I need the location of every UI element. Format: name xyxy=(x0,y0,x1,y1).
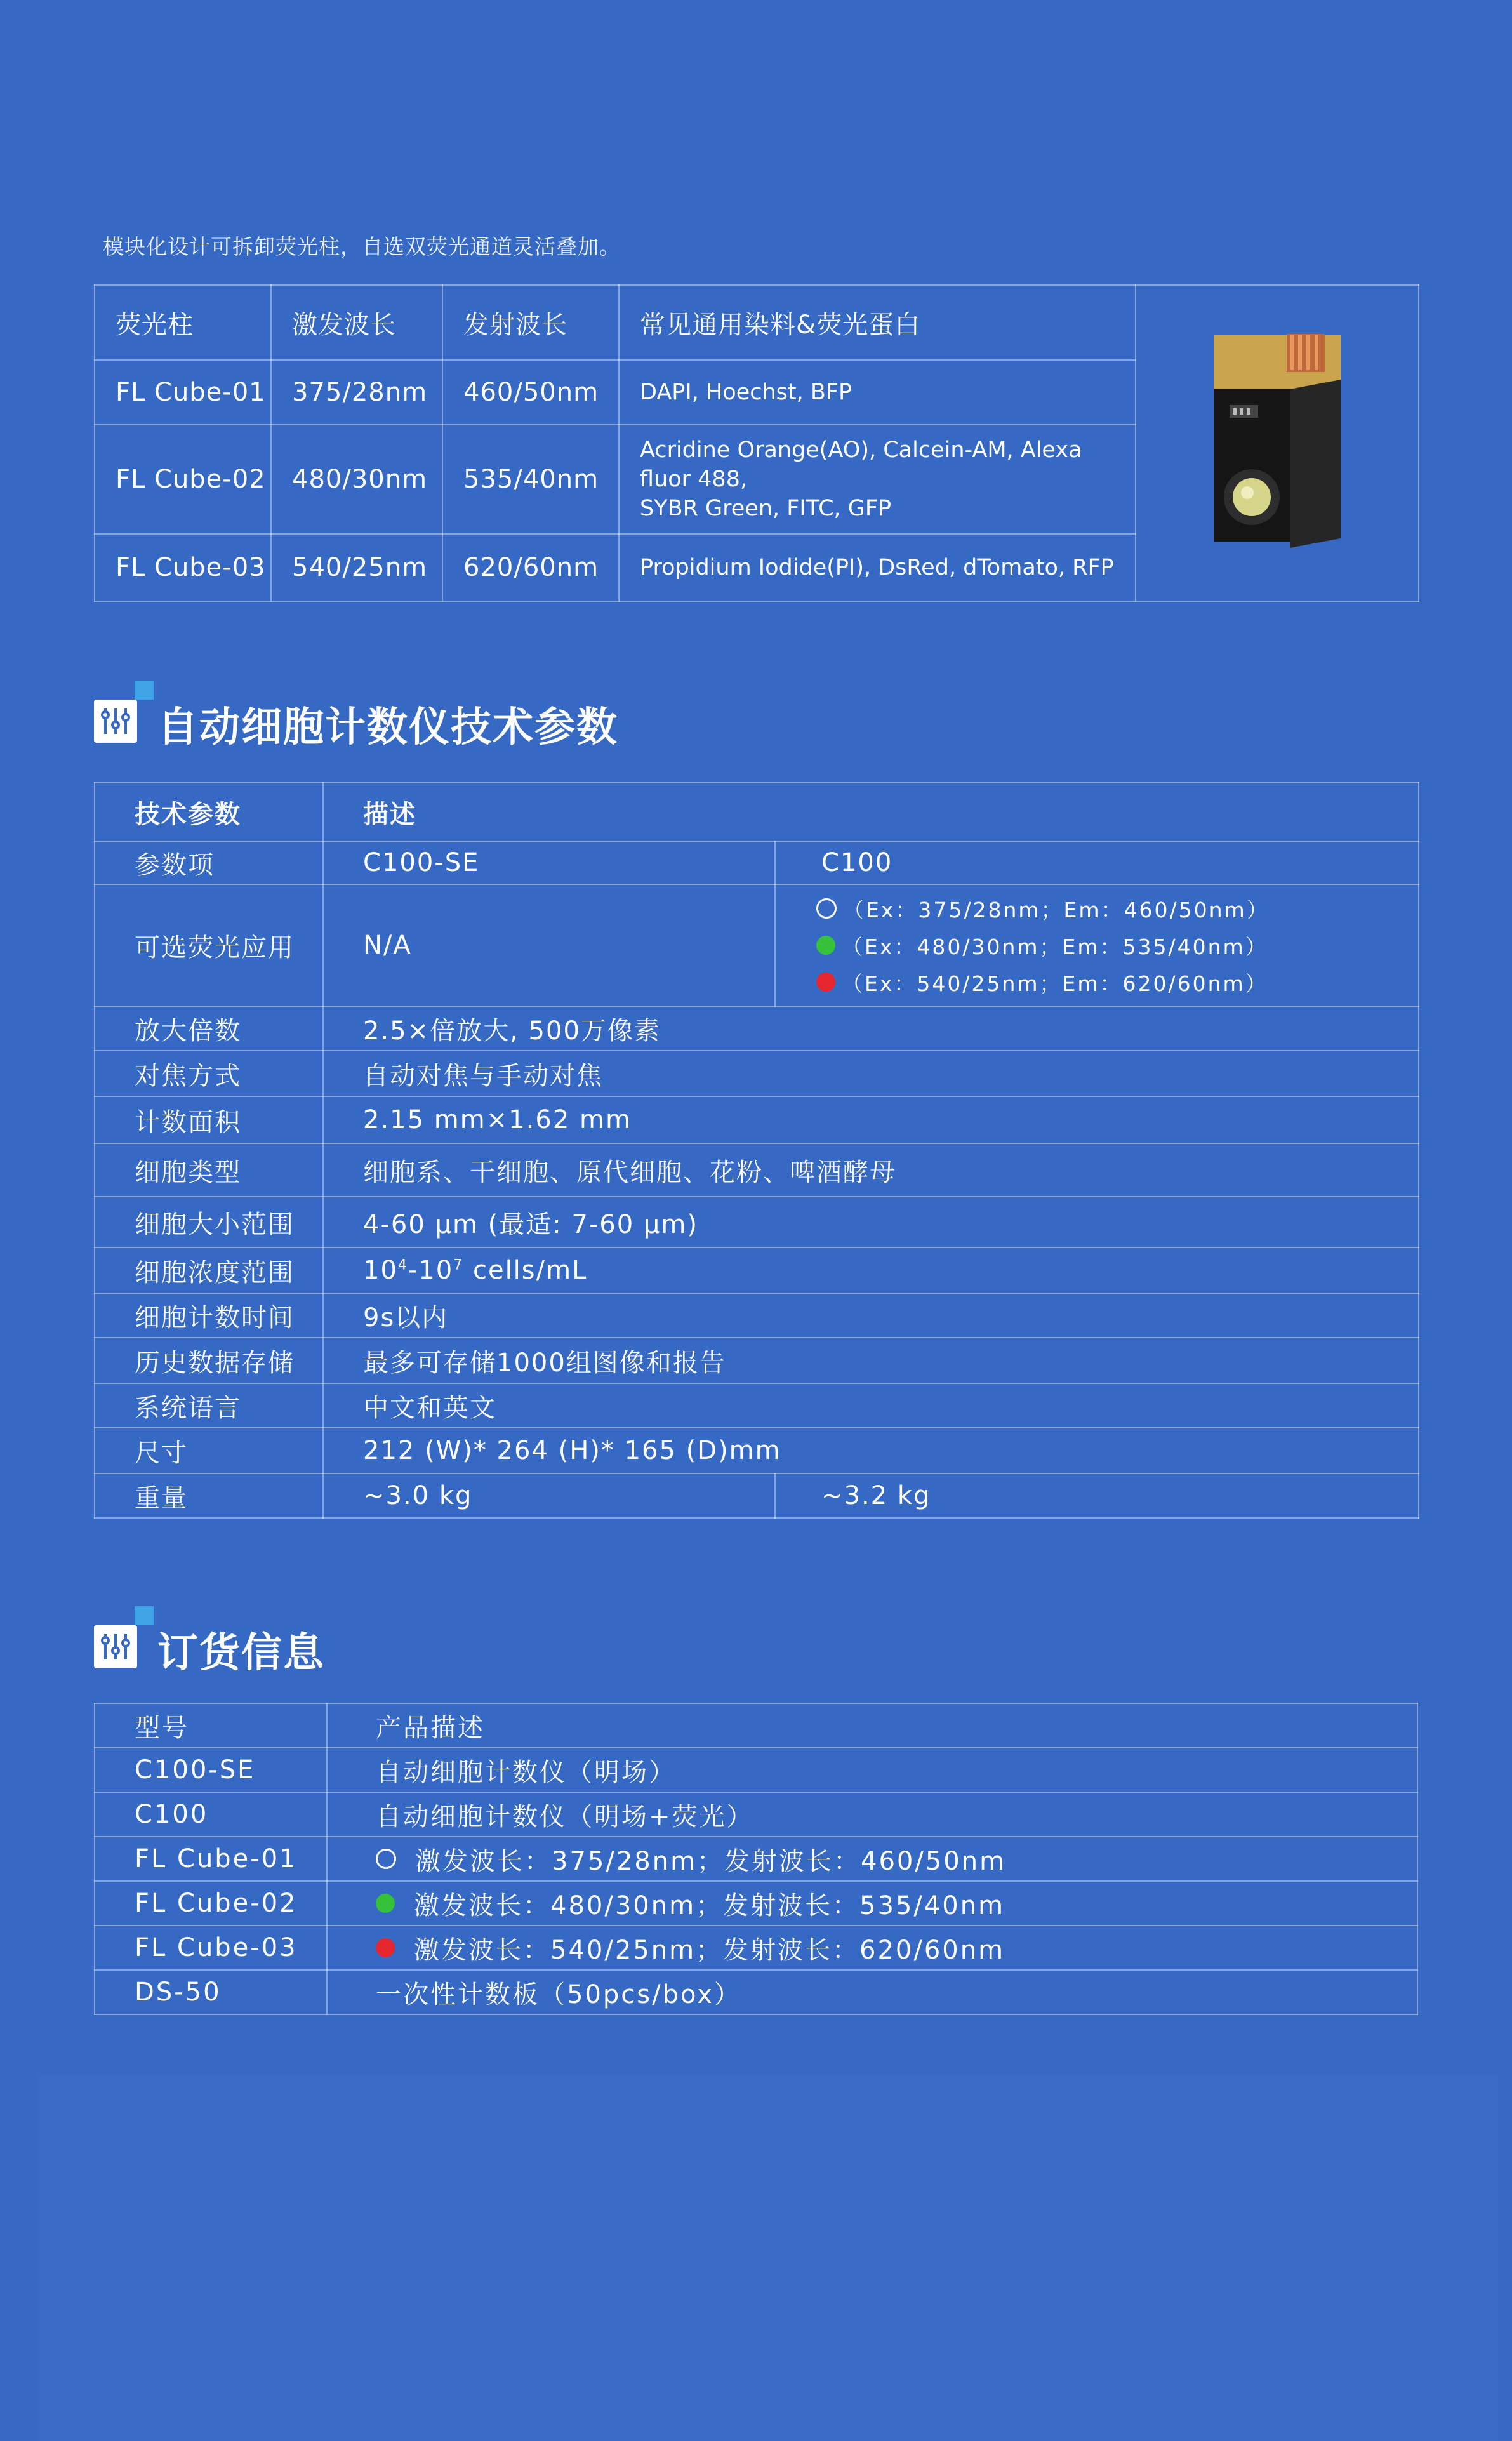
spec-table xyxy=(94,782,1419,1519)
intro-text: 模块化设计可拆卸荧光柱，自选双荧光通道灵活叠加。 xyxy=(103,234,621,259)
cube-row-name: FL Cube-03 xyxy=(95,534,271,601)
product-image-cell xyxy=(1136,285,1419,601)
fluorescence-cube-table xyxy=(94,284,1419,602)
fluor-option: （Ex：375/28nm；Em：460/50nm） xyxy=(816,890,1418,927)
spec-section-title: 自动细胞计数仪技术参数 xyxy=(157,704,618,751)
section-accent xyxy=(135,1606,154,1625)
spec-header-param: 技术参数 xyxy=(95,783,323,841)
order-table xyxy=(94,1703,1418,2015)
order-model: FL Cube-01 xyxy=(95,1837,327,1881)
spec-value: 最多可存储1000组图像和报告 xyxy=(323,1338,1419,1383)
header-dyes: 常见通用染料&荧光蛋白 xyxy=(619,285,1136,360)
spec-label: 可选荧光应用 xyxy=(95,884,323,1006)
dyes-line-1: Acridine Orange(AO), Calcein-AM, Alexa fluor 488, xyxy=(640,437,1082,492)
order-section-title: 订货信息 xyxy=(157,1630,325,1677)
green-dot-icon xyxy=(376,1894,395,1913)
cube-row-dyes: DAPI, Hoechst, BFP xyxy=(619,360,1136,425)
spec-label: 重量 xyxy=(95,1473,323,1518)
order-model: C100 xyxy=(95,1792,327,1837)
cube-row-ex: 375/28nm xyxy=(271,360,442,425)
order-model: DS-50 xyxy=(95,1970,327,2014)
spec-fluor-se: N/A xyxy=(323,884,775,1006)
spec-value-concentration: $10^4-10^7$ cells/mL xyxy=(323,1247,1419,1293)
cube-row-ex: 540/25nm xyxy=(271,534,442,601)
spec-label: 对焦方式 xyxy=(95,1051,323,1096)
dyes-line-2: SYBR Green, FITC, GFP xyxy=(640,496,892,521)
background-panel xyxy=(38,2076,1498,2441)
order-model: FL Cube-02 xyxy=(95,1881,327,1926)
spec-value: 212 (W)* 264 (H)* 165 (D)mm xyxy=(323,1428,1419,1473)
order-desc: 自动细胞计数仪（明场） xyxy=(327,1748,1417,1792)
spec-label: 尺寸 xyxy=(95,1428,323,1473)
red-dot-icon xyxy=(376,1938,395,1957)
spec-label: 参数项 xyxy=(95,841,323,884)
order-desc: 自动细胞计数仪（明场+荧光） xyxy=(327,1792,1417,1837)
fluor-option: （Ex：540/25nm；Em：620/60nm） xyxy=(816,964,1418,1001)
spec-label: 历史数据存储 xyxy=(95,1338,323,1383)
order-desc: 激发波长：480/30nm；发射波长：535/40nm xyxy=(327,1881,1417,1926)
order-desc: 激发波长：540/25nm；发射波长：620/60nm xyxy=(327,1926,1417,1970)
spec-model-se: C100-SE xyxy=(323,841,775,884)
cube-row-dyes xyxy=(619,425,1136,534)
spec-weight-c100: ~3.2 kg xyxy=(775,1473,1419,1518)
order-header-model: 型号 xyxy=(95,1703,327,1748)
spec-model-c100: C100 xyxy=(775,841,1419,884)
spec-value: 细胞系、干细胞、原代细胞、花粉、啤酒酵母 xyxy=(323,1143,1419,1197)
spec-fluor-options xyxy=(775,884,1419,1006)
header-ex: 激发波长 xyxy=(271,285,442,360)
section-accent xyxy=(135,681,154,700)
header-em: 发射波长 xyxy=(442,285,619,360)
spec-label: 计数面积 xyxy=(95,1096,323,1143)
spec-value: 9s以内 xyxy=(323,1293,1419,1338)
spec-value: 4-60 µm (最适: 7-60 µm) xyxy=(323,1197,1419,1247)
spec-label: 细胞类型 xyxy=(95,1143,323,1197)
header-cube: 荧光柱 xyxy=(95,285,271,360)
spec-value: 自动对焦与手动对焦 xyxy=(323,1051,1419,1096)
settings-sliders-icon xyxy=(94,700,137,743)
spec-label: 细胞计数时间 xyxy=(95,1293,323,1338)
cube-row-em: 620/60nm xyxy=(442,534,619,601)
spec-value: 2.5×倍放大, 500万像素 xyxy=(323,1006,1419,1051)
order-model: C100-SE xyxy=(95,1748,327,1792)
cube-row-em: 460/50nm xyxy=(442,360,619,425)
cube-row-ex: 480/30nm xyxy=(271,425,442,534)
settings-sliders-icon xyxy=(94,1625,137,1668)
spec-weight-se: ~3.0 kg xyxy=(323,1473,775,1518)
order-desc: 一次性计数板（50pcs/box） xyxy=(327,1970,1417,2014)
fluorescence-cube-photo xyxy=(1204,329,1350,557)
spec-value: 2.15 mm×1.62 mm xyxy=(323,1096,1419,1143)
order-header-desc: 产品描述 xyxy=(327,1703,1417,1748)
cube-row-name: FL Cube-01 xyxy=(95,360,271,425)
spec-value: 中文和英文 xyxy=(323,1383,1419,1428)
order-desc: 激发波长：375/28nm；发射波长：460/50nm xyxy=(327,1837,1417,1881)
white-dot-icon xyxy=(816,898,837,919)
cube-row-name: FL Cube-02 xyxy=(95,425,271,534)
green-dot-icon xyxy=(816,936,835,955)
spec-label: 放大倍数 xyxy=(95,1006,323,1051)
fluor-option: （Ex：480/30nm；Em：535/40nm） xyxy=(816,927,1418,964)
red-dot-icon xyxy=(816,973,835,992)
spec-label: 细胞浓度范围 xyxy=(95,1247,323,1293)
cube-row-em: 535/40nm xyxy=(442,425,619,534)
cube-row-dyes: Propidium Iodide(PI), DsRed, dTomato, RFP xyxy=(619,534,1136,601)
white-dot-icon xyxy=(376,1849,396,1869)
spec-label: 系统语言 xyxy=(95,1383,323,1428)
spec-label: 细胞大小范围 xyxy=(95,1197,323,1247)
order-model: FL Cube-03 xyxy=(95,1926,327,1970)
spec-header-desc: 描述 xyxy=(323,783,1419,841)
